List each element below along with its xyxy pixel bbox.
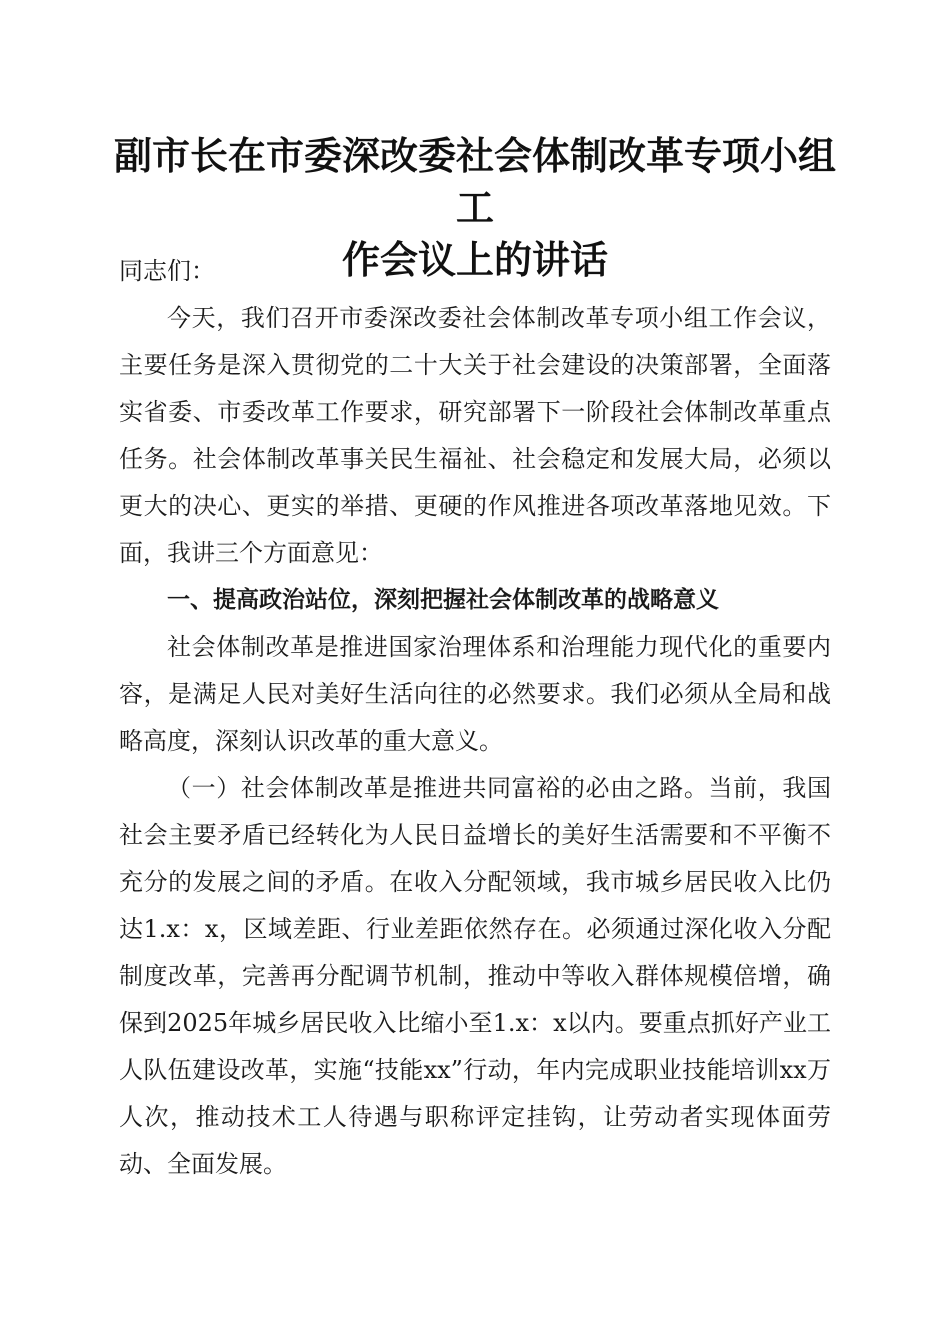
- title-line-1: 副市长在市委深改委社会体制改革专项小组工: [113, 133, 836, 230]
- subsection-1-lead: （一）社会体制改革是推进共同富裕的必由之路。: [167, 774, 709, 802]
- section-1-heading: 一、提高政治站位，深刻把握社会体制改革的战略意义: [167, 587, 719, 613]
- document-body: [119, 248, 831, 1188]
- section-1-paragraph: 社会体制改革是推进国家治理体系和治理能力现代化的重要内容，是满足人民对美好生活向往的必然要求。我们必须从全局和战略高度，深刻认识改革的重大意义。: [119, 633, 831, 755]
- intro-paragraph: 今天，我们召开市委深改委社会体制改革专项小组工作会议，主要任务是深入贯彻党的二十大关于社会建设的决策部署，全面落实省委、市委改革工作要求，研究部署下一阶段社会体制改革重点任务。社会体制改革事关民生福祉、社会稳定和发展大局，必须以更大的决心、更实的举措、更硬的作风推进各项改革落地见效。下面，我讲三个方面意见：: [119, 304, 831, 567]
- subsection-1-paragraph: [119, 765, 831, 1188]
- subsection-1-text: 当前，我国社会主要矛盾已经转化为人民日益增长的美好生活需要和不平衡不充分的发展之间的矛盾。在收入分配领域，我市城乡居民收入比仍达1.x：x，区域差距、行业差距依然存在。必须通过深化收入分配制度改革，完善再分配调节机制，推动中等收入群体规模倍增，确保到2025年城乡居民收入比缩小至1.x：x以内。要重点抓好产业工人队伍建设改革，实施“技能xx”行动，年内完成职业技能培训xx万人次，推动技术工人待遇与职称评定挂钩，让劳动者实现体面劳动、全面发展。: [119, 774, 832, 1178]
- salutation: 同志们：: [119, 257, 215, 285]
- title-line-2: 作会议上的讲话: [341, 237, 608, 282]
